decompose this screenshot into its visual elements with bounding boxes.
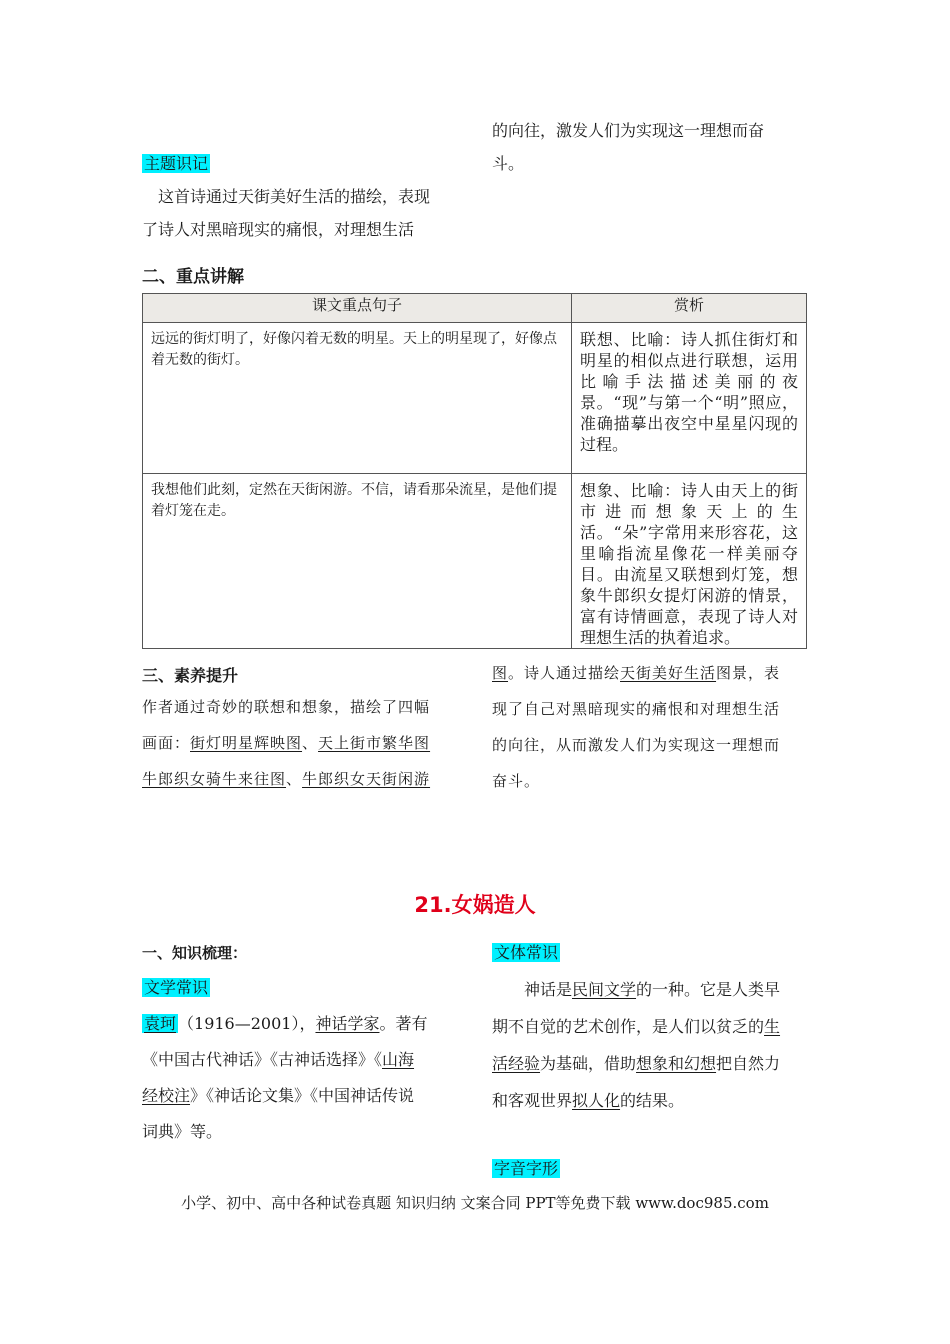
genre-knowledge-label: 文体常识 xyxy=(494,943,559,962)
theme-line: 了诗人对黑暗现实的痛恨，对理想生活 xyxy=(142,220,415,239)
pronunciation-label: 字音字形 xyxy=(494,1159,559,1178)
literary-knowledge-label: 文学常识 xyxy=(144,978,209,997)
pronunciation-label-wrap xyxy=(492,1152,560,1185)
text-line: 画面：街灯明星辉映图、天上街市繁华图 xyxy=(142,734,431,752)
continued-text xyxy=(492,114,812,180)
analysis-cell: 联想、比喻：诗人抓住街灯和明星的相似点进行联想，运用比喻手法描述美丽的夜景。“现”与第一个“明”照应，准确描摹出夜空中星星闪现的过程。 xyxy=(572,323,807,474)
lesson-title: 21.女娲造人 xyxy=(414,893,536,917)
literacy-left-column xyxy=(142,689,467,797)
text-line: 和客观世界拟人化的结果。 xyxy=(492,1091,685,1110)
text-line: 奋斗。 xyxy=(492,772,541,790)
text-line: 图。诗人通过描绘天街美好生活图景，表 xyxy=(492,664,781,682)
text-line: 的向往，激发人们为实现这一理想而奋 xyxy=(492,121,765,140)
text-line: 袁珂 （1916—2001），神话学家。著有 xyxy=(144,1014,428,1033)
text-line: 作者通过奇妙的联想和想象，描绘了四幅 xyxy=(142,698,431,716)
theme-block xyxy=(142,147,462,246)
text-line: 的向往，从而激发人们为实现这一理想而 xyxy=(492,736,781,754)
text-line: 斗。 xyxy=(492,154,525,173)
section-title-literacy: 三、素养提升 xyxy=(142,666,239,685)
key-sentence-table xyxy=(142,293,807,649)
text-line: 词典》等。 xyxy=(142,1122,223,1141)
footer-download-note: 小学、初中、高中各种试卷真题 知识归纳 文案合同 PPT等免费下载 www.doc985.com xyxy=(181,1194,769,1212)
section-title-knowledge: 一、知识梳理： xyxy=(142,944,248,962)
literacy-right-column xyxy=(492,655,817,799)
text-line: 神话是民间文学的一种。它是人类早 xyxy=(524,980,781,999)
table-row xyxy=(143,474,807,649)
sentence-cell: 远远的街灯明了，好像闪着无数的明星。天上的明星现了，好像点着无数的街灯。 xyxy=(143,323,572,474)
text-line: 经校注》《神话论文集》《中国神话传说 xyxy=(142,1086,415,1105)
text-line: 现了自己对黑暗现实的痛恨和对理想生活 xyxy=(492,700,781,718)
genre-knowledge-block xyxy=(492,934,817,1119)
text-line: 《中国古代神话》《古神话选择》《山海 xyxy=(142,1050,415,1069)
text-line: 期不自觉的艺术创作，是人们以贫乏的生 xyxy=(492,1017,781,1036)
table-header-row xyxy=(143,294,807,323)
table-header: 课文重点句子 xyxy=(143,294,572,323)
text-line: 活经验为基础，借助想象和幻想把自然力 xyxy=(492,1054,781,1073)
table-row xyxy=(143,323,807,474)
theme-line: 这首诗通过天街美好生活的描绘，表现 xyxy=(158,187,431,206)
sentence-cell: 我想他们此刻，定然在天街闲游。不信，请看那朵流星，是他们提着灯笼在走。 xyxy=(143,474,572,649)
theme-label: 主题识记 xyxy=(144,154,209,173)
table-header: 赏析 xyxy=(572,294,807,323)
literary-knowledge-block xyxy=(142,970,467,1150)
analysis-cell: 想象、比喻：诗人由天上的街市进而想象天上的生活。“朵”字常用来形容花，这里喻指流星像花一样美丽夺目。由流星又联想到灯笼，想象牛郎织女提灯闲游的情景，富有诗情画意，表现了诗人对理想生活的执着追求。 xyxy=(572,474,807,649)
text-line: 牛郎织女骑牛来往图、牛郎织女天街闲游 xyxy=(142,770,431,788)
section-title-key-points: 二、重点讲解 xyxy=(142,267,244,287)
